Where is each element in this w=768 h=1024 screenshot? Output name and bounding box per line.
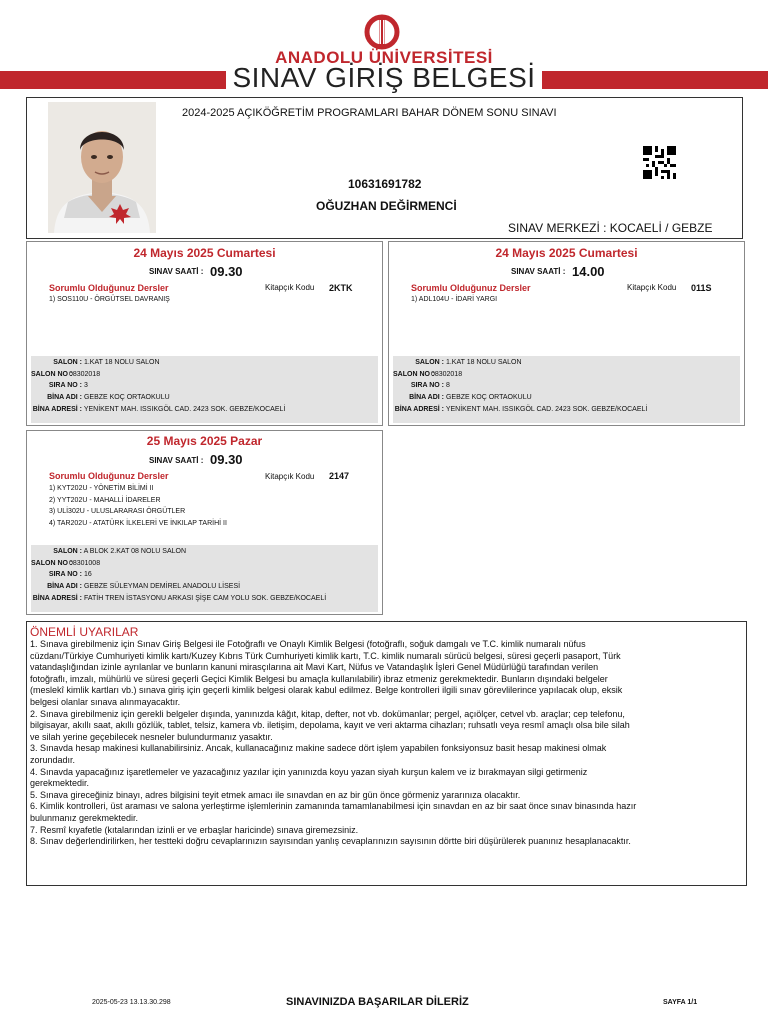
seat-value: 3	[83, 382, 88, 389]
building-label: BİNA ADI :	[47, 583, 82, 590]
address-value: FATİH TREN İSTASYONU ARKASI ŞİŞE CAM YOLU SOK. GEBZE/KOCAELİ	[83, 595, 327, 602]
student-number: 10631691782	[348, 177, 422, 191]
building-value: GEBZE KOÇ ORTAOKULU	[445, 394, 532, 401]
warning-line: 4. Sınavda yapacağınız işaretlemeler ve yazacağınız yazılar için yanınızda koyu yazan siyah kurşun kalem ve iz bırakmayan silgi getirmeniz	[30, 766, 588, 777]
list-item: 1) SOS110U - ÖRGÜTSEL DAVRANIŞ	[49, 296, 170, 303]
booklet-label: Kitapçık Kodu	[265, 472, 315, 481]
address-value: YENİKENT MAH. ISSIKGÖL CAD. 2423 SOK. GEBZE/KOCAELİ	[445, 406, 648, 413]
university-logo-icon	[364, 14, 400, 50]
session-time-label: SINAV SAATİ :	[149, 267, 204, 276]
building-label: BİNA ADI :	[47, 394, 82, 401]
footer-message: SINAVINIZDA BAŞARILAR DİLERİZ	[286, 996, 469, 1008]
address-label: BİNA ADRESİ :	[32, 595, 82, 602]
booklet-code: 2147	[329, 471, 350, 481]
warning-line: vatandaşlığından izinle ayrılanlar ve bunların kanuni mirasçılarına ait Mavi Kart, Nüfus ve Vatandaşlık İşleri Genel Müdürlüğü tarafından verilen	[30, 662, 599, 673]
warning-line: bilgisayar, akıllı saat, akıllı gözlük, tablet, telsiz, kamera vb. iletişim, depolama, kayıt ve veri aktarma cihazları; ruhsatlı veya resmî amaçlı olsa bile silah	[30, 720, 630, 731]
session-card	[26, 430, 383, 615]
warning-line: belgesi olanlar sınava alınmayacaktır.	[30, 696, 181, 707]
booklet-code: 011S	[691, 283, 712, 293]
address-label: BİNA ADRESİ :	[32, 406, 82, 413]
session-date: 25 Mayıs 2025 Pazar	[146, 434, 263, 448]
room-no-label: SALON NO :	[393, 371, 435, 378]
list-item: 1) KYT202U - YÖNETİM BİLİMİ II	[49, 485, 154, 492]
session-info-panel	[393, 356, 740, 423]
booklet-label: Kitapçık Kodu	[265, 283, 315, 292]
room-no-value: 08302018	[430, 371, 463, 378]
warning-line: (meslekî kimlik kartları vb.) sınava giriş için geçerli kimlik belgesi olarak kabul edilmez. Belge kontrolleri ilgili sınav görevlilerince yapılacak olup, eksik	[30, 685, 623, 696]
room-label: SALON :	[53, 548, 82, 555]
courses-header: Sorumlu Olduğunuz Dersler	[49, 471, 169, 481]
warnings-title: ÖNEMLİ UYARILAR	[30, 625, 139, 639]
session-time-label: SINAV SAATİ :	[511, 267, 566, 276]
room-label: SALON :	[53, 359, 82, 366]
seat-label: SIRA NO :	[48, 571, 82, 578]
warning-line: bulunmanız gerekmektedir.	[30, 812, 139, 823]
warning-line: 7. Resmî kıyafetle (kıtalarından izinli er ve erbaşlar haricinde) sınava giremezsiniz.	[30, 824, 359, 835]
room-value: A BLOK 2.KAT 08 NOLU SALON	[83, 548, 187, 555]
list-item: 3) ULİ302U - ULUSLARARASI ÖRGÜTLER	[49, 508, 186, 515]
building-label: BİNA ADI :	[409, 394, 444, 401]
room-no-label: SALON NO :	[31, 371, 73, 378]
room-label: SALON :	[415, 359, 444, 366]
room-no-value: 08301008	[68, 560, 101, 567]
courses-header: Sorumlu Olduğunuz Dersler	[411, 283, 531, 293]
seat-label: SIRA NO :	[410, 382, 444, 389]
warning-line: 3. Sınavda hesap makinesi kullanabilirsiniz. Ancak, kullanacağınız makine sadece dört işlem yapabilen fonksiyonsuz basit hesap makinesi olmak	[30, 743, 607, 754]
university-name: ANADOLU ÜNİVERSİTESİ	[275, 48, 493, 67]
exam-name: 2024-2025 AÇIKÖĞRETİM PROGRAMLARI BAHAR DÖNEM SONU SINAVI	[182, 107, 557, 119]
warning-line: fotoğraflı, imzalı, mühürlü ve süresi geçerli Geçici Kimlik Belgesi bu amaçla kullanılabilir) ibraz etmeniz gerekmektedir. Bunların dışındaki belgeler	[30, 673, 608, 684]
warning-line: 5. Sınava gireceğiniz binayı, adres bilgisini teyit etmek amacı ile sınavdan en az bir gün önce görmeniz yararınıza olacaktır.	[30, 789, 521, 800]
room-no-label: SALON NO :	[31, 560, 73, 567]
room-no-value: 08302018	[68, 371, 101, 378]
warning-line: 1. Sınava girebilmeniz için Sınav Giriş Belgesi ile Fotoğraflı ve Onaylı Kimlik Belgesi (fotoğraflı, soğuk damgalı ve T.C. kimlik numaralı nüfus	[30, 639, 586, 649]
warning-line: 6. Kimlik kontrolleri, üst araması ve salona yerleştirme işlemlerinin zamanında tamamlanabilmesi için sınavdan en az bir saat önce sınav binasında hazır	[30, 801, 637, 812]
page-number: SAYFA 1/1	[663, 999, 698, 1006]
qr-code-icon	[643, 146, 676, 179]
session-date: 24 Mayıs 2025 Cumartesi	[495, 246, 638, 260]
seat-label: SIRA NO :	[48, 382, 82, 389]
warning-line: zorundadır.	[30, 754, 76, 765]
list-item: 4) TAR202U - ATATÜRK İLKELERİ VE İNKILAP TARİHİ II	[49, 520, 227, 527]
session-date: 24 Mayıs 2025 Cumartesi	[133, 246, 276, 260]
seat-value: 16	[83, 571, 92, 578]
list-item: 2) YYT202U - MAHALLİ İDARELER	[49, 497, 161, 504]
address-label: BİNA ADRESİ :	[394, 406, 444, 413]
session-time: 09.30	[210, 452, 243, 467]
address-value: YENİKENT MAH. ISSIKGÖL CAD. 2423 SOK. GEBZE/KOCAELİ	[83, 406, 286, 413]
session-card	[26, 241, 383, 426]
room-value: 1.KAT 18 NOLU SALON	[445, 359, 522, 366]
warning-line: 8. Sınav değerlendirilirken, her testteki doğru cevaplarınızın sayısından yanlış cevaplarınızın sayısının dörtte biri düşürülerek puanınız hesaplanacaktır.	[30, 836, 631, 847]
building-value: GEBZE KOÇ ORTAOKULU	[83, 394, 170, 401]
exam-center: SINAV MERKEZİ : KOCAELİ / GEBZE	[508, 221, 713, 235]
session-time: 14.00	[572, 264, 605, 279]
session-time: 09.30	[210, 264, 243, 279]
session-info-panel	[31, 356, 378, 423]
student-name: OĞUZHAN DEĞİRMENCİ	[316, 199, 457, 213]
warning-line: ve silah yerine geçebilecek nesneler bulundurmanız yasaktır.	[30, 731, 273, 742]
warning-line: cüzdanı/Türkiye Cumhuriyeti kimlik kartı/Kuzey Kıbrıs Türk Cumhuriyeti kimlik kartı, T.C. kimlik numaralı sürücü belgesi, süresi geçerli pasaport, Türk	[30, 650, 621, 661]
session-time-label: SINAV SAATİ :	[149, 456, 204, 465]
booklet-code: 2KTK	[329, 283, 353, 293]
session-card	[388, 241, 745, 426]
room-value: 1.KAT 18 NOLU SALON	[83, 359, 160, 366]
candidate-photo	[48, 102, 156, 233]
courses-header: Sorumlu Olduğunuz Dersler	[49, 283, 169, 293]
warning-line: gerekmektedir.	[30, 778, 90, 789]
print-timestamp: 2025-05-23 13.13.30.298	[92, 999, 171, 1006]
session-info-panel	[31, 545, 378, 612]
warnings-list	[30, 639, 742, 848]
booklet-label: Kitapçık Kodu	[627, 283, 677, 292]
building-value: GEBZE SÜLEYMAN DEMİREL ANADOLU LİSESİ	[83, 583, 241, 590]
seat-value: 8	[445, 382, 450, 389]
document-title: SINAV GİRİŞ BELGESİ	[232, 62, 536, 93]
list-item: 1) ADL104U - İDARİ YARGI	[411, 296, 498, 303]
warning-line: 2. Sınava girebilmeniz için gerekli belgeler dışında, yanınızda kâğıt, kitap, defter, not vb. dokümanlar; pergel, açıölçer, cetvel vb. araçlar; cep telefonu,	[30, 708, 625, 719]
